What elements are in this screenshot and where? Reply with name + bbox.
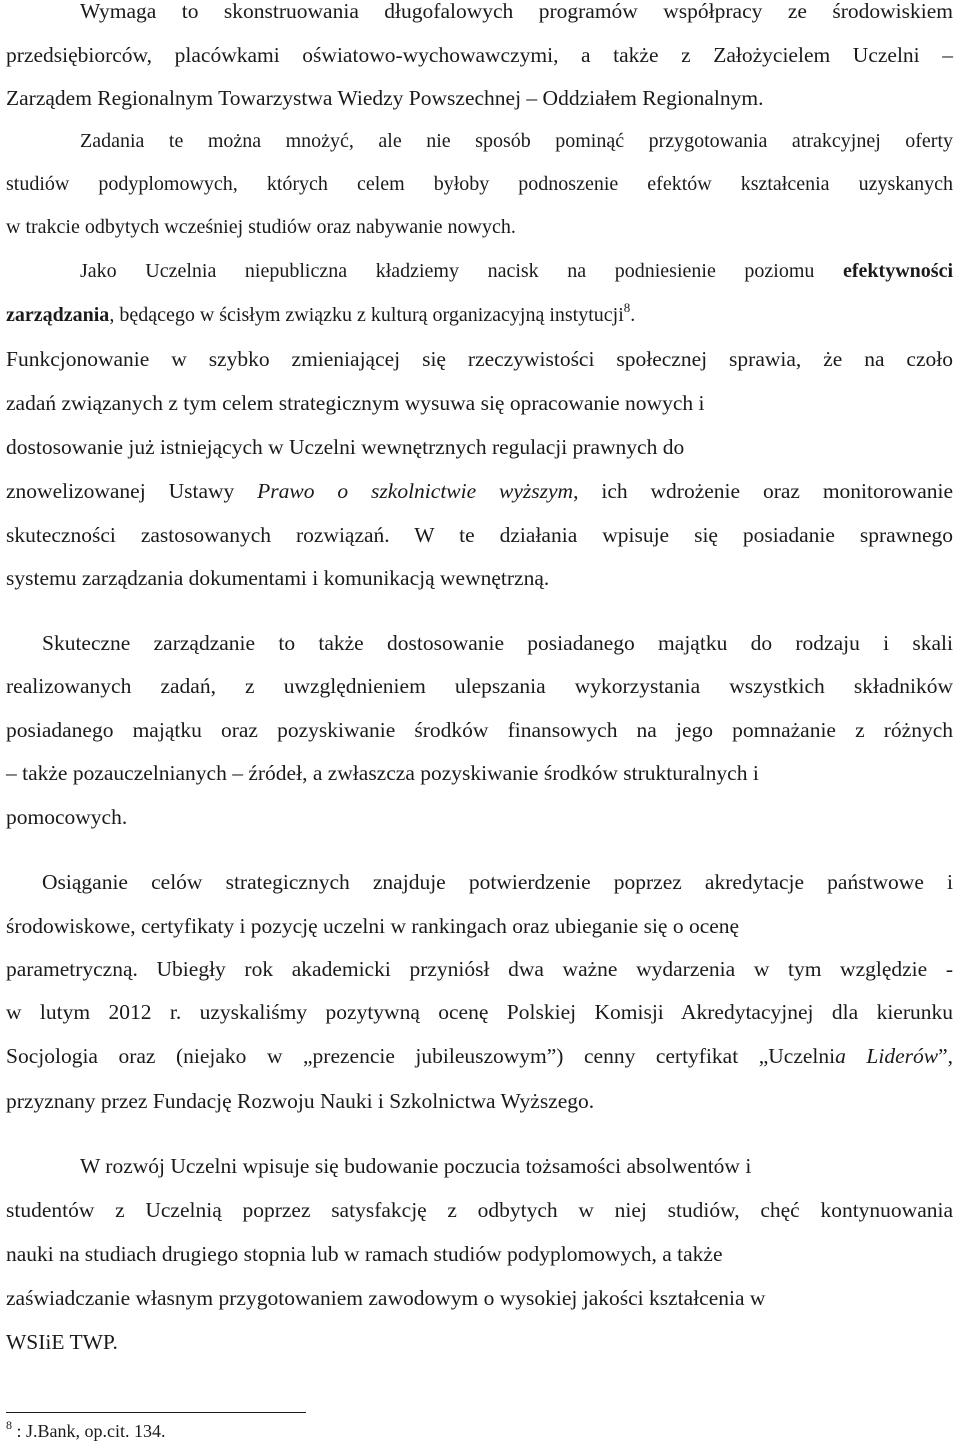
footnote-separator [6,1412,306,1413]
text-line: w trakcie odbytych wcześniej studiów oraz nabywanie nowych. [6,216,516,238]
text-line: zaświadczanie własnym przygotowaniem zawodowym o wysokiej jakości kształcenia w [6,1286,766,1310]
text-run: Socjologia oraz (niejako w „prezencie jubileuszowym”) cenny certyfikat „Uczelni [6,1044,836,1068]
text-line: Skuteczne zarządzanie to także dostosowanie posiadanego majątku do rodzaju i skali [42,631,953,655]
text-line: systemu zarządzania dokumentami i komunikacją wewnętrzną. [6,566,550,590]
footnote-reference: 8 [623,300,631,315]
text-line: przyznany przez Fundację Rozwoju Nauki i Szkolnictwa Wyższego. [6,1089,595,1113]
text-line [6,1035,953,1079]
text-line: skuteczności zastosowanych rozwiązań. W te działania wpisuje się posiadanie sprawnego [6,523,953,547]
text-line: Funkcjonowanie w szybko zmieniającej się rzeczywistości społecznej sprawia, że na czoło [6,347,953,371]
bold-text: efektywności [843,260,953,282]
text-line [80,250,953,294]
text-line: studentów z Uczelnią poprzez satysfakcję z odbytych w niej studiów, chęć kontynuowania [6,1198,953,1222]
text-line: WSIiE TWP. [6,1330,118,1354]
bold-text: zarządzania [6,304,110,326]
text-line: Wymaga to skonstruowania długofalowych programów współpracy ze środowiskiem [80,0,953,23]
text-line: nauki na studiach drugiego stopnia lub w ramach studiów podyplomowych, a także [6,1242,723,1266]
text-line: W rozwój Uczelni wpisuje się budowanie poczucia tożsamości absolwentów i [80,1154,752,1178]
text-line: Zadania te można mnożyć, ale nie sposób pominąć przygotowania atrakcyjnej oferty [80,130,953,152]
text-run: , będącego w ścisłym związku z kulturą organizacyjną instytucji [109,304,624,326]
text-line: parametryczną. Ubiegły rok akademicki przyniósł dwa ważne wydarzenia w tym względzie - [6,957,953,981]
footnote-marker: 8 [6,1418,12,1432]
text-run: Jako Uczelnia niepubliczna kładziemy nacisk na podniesienie poziomu [80,260,844,282]
italic-text: Prawo o szkolnictwie wyższym [257,479,574,503]
text-line: zadań związanych z tym celem strategicznym wysuwa się opracowanie nowych i [6,391,705,415]
text-line: w lutym 2012 r. uzyskaliśmy pozytywną ocenę Polskiej Komisji Akredytacyjnej dla kierunku [6,1000,953,1024]
text-line: – także pozauczelnianych – źródeł, a zwłaszcza pozyskiwanie środków strukturalnych i [6,761,759,785]
text-run: znowelizowanej Ustawy [6,479,258,503]
text-line [6,470,953,514]
text-run: ”, [938,1044,953,1068]
text-line: Zarządem Regionalnym Towarzystwa Wiedzy Powszechnej – Oddziałem Regionalnym. [6,86,764,110]
text-line: dostosowanie już istniejących w Uczelni wewnętrznych regulacji prawnych do [6,435,685,459]
text-run: , ich wdrożenie oraz monitorowanie [573,479,954,503]
text-line: realizowanych zadań, z uwzględnieniem ulepszania wykorzystania wszystkich składników [6,674,953,698]
text-line: Osiąganie celów strategicznych znajduje potwierdzenie poprzez akredytacje państwowe i [42,870,953,894]
text-line: przedsiębiorców, placówkami oświatowo-wychowawczymi, a także z Założycielem Uczelni – [6,43,953,67]
text-line: pomocowych. [6,805,128,829]
text-line: studiów podyplomowych, których celem byłoby podnoszenie efektów kształcenia uzyskanych [6,173,953,195]
italic-text: a Liderów [835,1044,939,1068]
text-run: . [630,304,636,326]
text-line: środowiskowe, certyfikaty i pozycję uczelni w rankingach oraz ubieganie się o ocenę [6,914,740,938]
text-line [6,294,635,338]
footnote [6,1418,166,1444]
text-line: posiadanego majątku oraz pozyskiwanie środków finansowych na jego pomnażanie z różnych [6,718,953,742]
footnote-text: : J.Bank, op.cit. 134. [12,1421,166,1441]
